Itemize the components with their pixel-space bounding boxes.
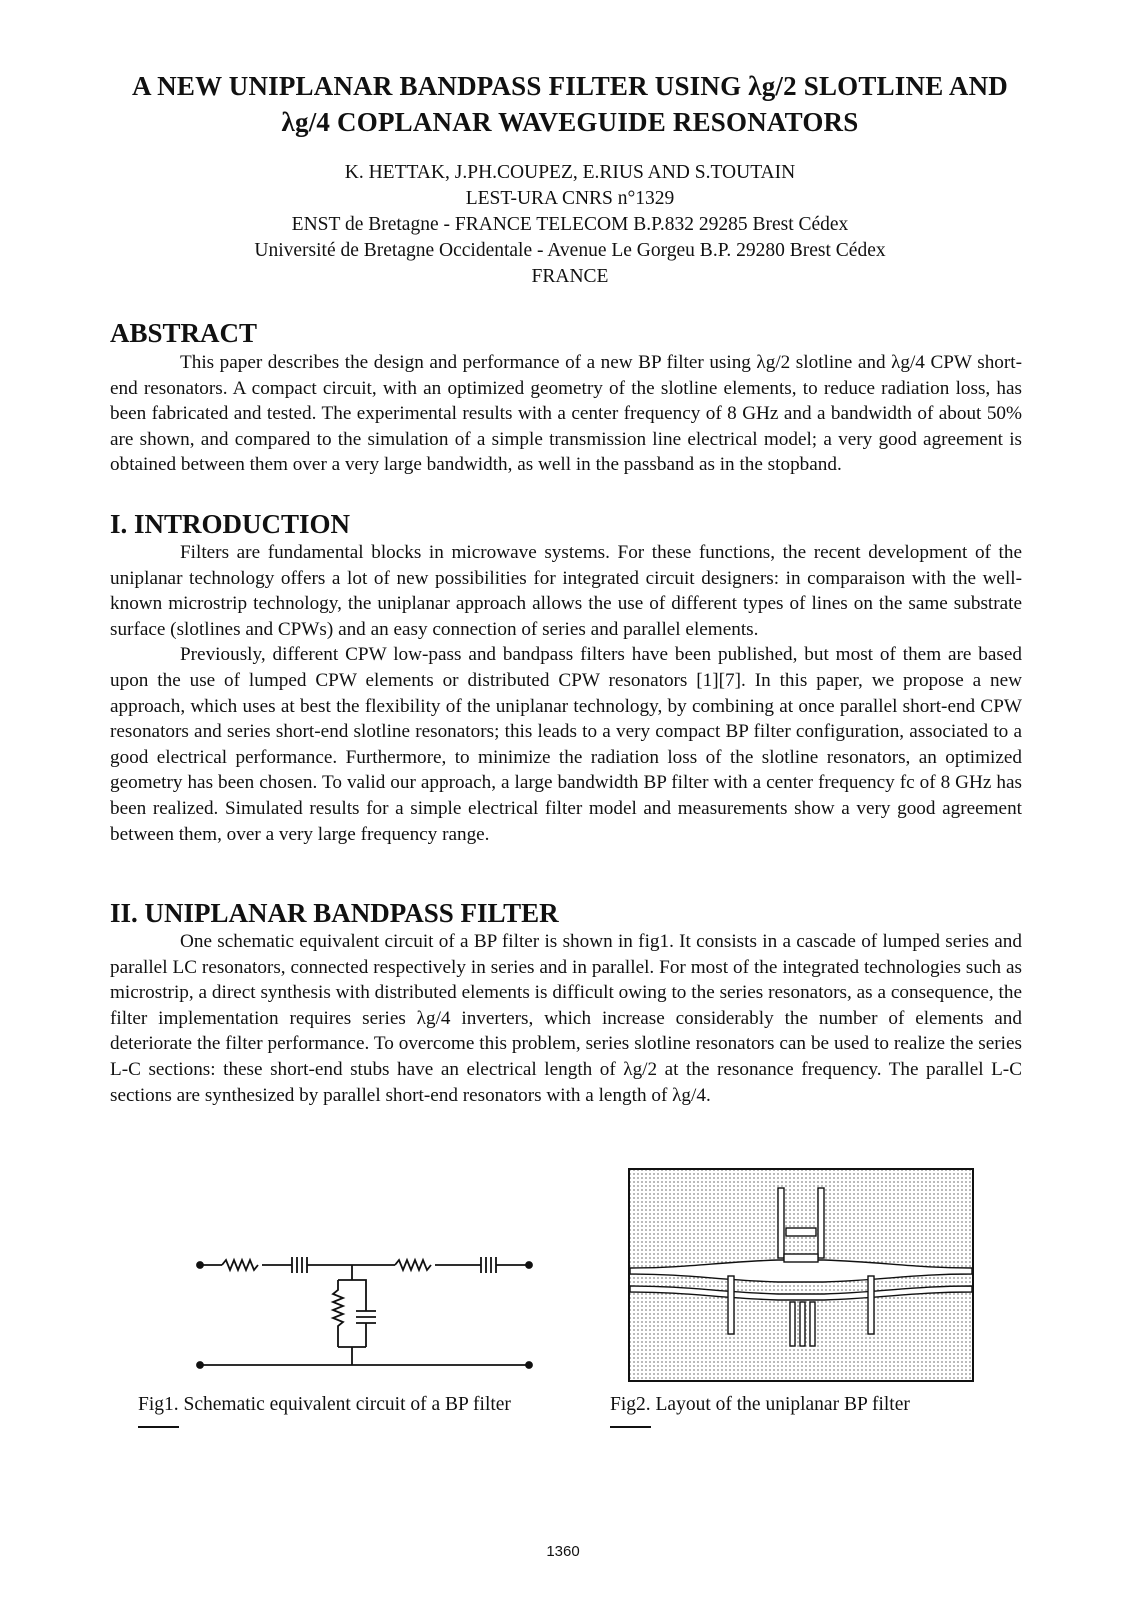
title-line-2: λg/4 COPLANAR WAVEGUIDE RESONATORS: [281, 107, 859, 137]
slot-stub-1: [778, 1188, 784, 1258]
series-capacitor-1: [292, 1257, 307, 1273]
title-line-1: A NEW UNIPLANAR BANDPASS FILTER USING λg/2 SLOTLINE AND: [132, 71, 1008, 101]
figure-2-filter-layout: [628, 1168, 974, 1382]
introduction-body: [110, 540, 1022, 847]
cpw-resonator-3: [800, 1302, 805, 1346]
figure-1-caption: [138, 1393, 511, 1417]
abstract-body: [110, 350, 1022, 478]
cpw-resonator-4: [810, 1302, 815, 1346]
affiliation-1: ENST de Bretagne - FRANCE TELECOM B.P.832 29285 Brest Cédex: [291, 214, 849, 235]
abstract-heading: ABSTRACT: [110, 318, 258, 348]
shunt-inductor: [333, 1280, 343, 1347]
uniplanar-paragraph-1: One schematic equivalent circuit of a BP filter is shown in fig1. It consists in a cascade of lumped series and parallel LC resonators, connected respectively in series and in parallel. For most of the integrated technologies such as microstrip, a direct synthesis with distributed elements is difficult owing to the series resonators, as a consequence, the filter implementation requires series λg/4 inverters, which increase considerably the number of elements and deteriorate the filter performance. To overcome this problem, series slotline resonators can be used to realize the series L-C sections: these short-end stubs have an electrical length of λg/2 at the resonance frequency. The parallel L-C sections are synthesized by parallel short-end resonators with a length of λg/4.: [110, 931, 1022, 1106]
introduction-paragraph-2: Previously, different CPW low-pass and bandpass filters have been published, but most of them are based upon the use of lumped CPW elements or distributed CPW resonators [1][7]. In this paper, we propose a new approach, which uses at best the flexibility of the uniplanar technology, by combining at once parallel short-end CPW resonators and series short-end slotline resonators; this leads to a very compact BP filter configuration, associated to a good electrical performance. Furthermore, to minimize the radiation loss of the slotline resonators, an optimized geometry has been chosen. To valid our approach, a large bandwidth BP filter with a center frequency fc of 8 GHz has been realized. Simulated results for a simple electrical filter model and measurements show a very good agreement between them, over a very large frequency range.: [110, 644, 1022, 845]
series-inductor-1: [222, 1260, 258, 1270]
figure-1-circuit-schematic: [190, 1235, 550, 1385]
introduction-paragraph-1: Filters are fundamental blocks in microwave systems. For these functions, the recent development of the uniplanar technology offers a lot of new possibilities for integrated circuit designers: in comparaison with the well-known microstrip technology, the uniplanar approach allows the use of different types of lines on the same substrate surface (slotlines and CPWs) and an easy connection of series and parallel elements.: [110, 542, 1022, 640]
paper-title: [110, 68, 1030, 140]
shunt-capacitor: [356, 1297, 376, 1347]
affiliation-country: FRANCE: [531, 266, 609, 287]
figure-1-label: Fig1.: [138, 1394, 179, 1415]
author-lab: LEST-URA CNRS n°1329: [465, 188, 675, 209]
series-inductor-2: [395, 1260, 431, 1270]
figure-1-caption-text: Schematic equivalent circuit of a BP filter: [178, 1394, 511, 1415]
author-names: K. HETTAK, J.PH.COUPEZ, E.RIUS AND S.TOUTAIN: [344, 162, 796, 183]
figure-2-caption-text: Layout of the uniplanar BP filter: [650, 1394, 910, 1415]
series-capacitor-2: [481, 1257, 496, 1273]
author-block: [110, 160, 1030, 290]
center-strip: [784, 1254, 818, 1262]
slot-stub-2: [818, 1188, 824, 1258]
slot-stub-4: [868, 1276, 874, 1334]
uniplanar-filter-heading: II. UNIPLANAR BANDPASS FILTER: [110, 898, 559, 928]
figure-2-label: Fig2.: [610, 1394, 651, 1415]
introduction-heading: I. INTRODUCTION: [110, 509, 351, 539]
cpw-resonator-1: [786, 1228, 816, 1236]
cpw-resonator-2: [790, 1302, 795, 1346]
uniplanar-filter-body: [110, 929, 1022, 1108]
affiliation-2: Université de Bretagne Occidentale - Avenue Le Gorgeu B.P. 29280 Brest Cédex: [254, 240, 886, 261]
slot-stub-3: [728, 1276, 734, 1334]
abstract-text: This paper describes the design and performance of a new BP filter using λg/2 slotline and λg/4 CPW short-end resonators. A compact circuit, with an optimized geometry of the slotline elements, to reduce radiation loss, has been fabricated and tested. The experimental results with a center frequency of 8 GHz and a bandwidth of about 50% are shown, and compared to the simulation of a simple transmission line electrical model; a very good agreement is obtained between them over a very large bandwidth, as well in the passband as in the stopband.: [110, 352, 1022, 476]
figure-2-caption: [610, 1393, 910, 1417]
page-number: 1360: [546, 1543, 580, 1560]
